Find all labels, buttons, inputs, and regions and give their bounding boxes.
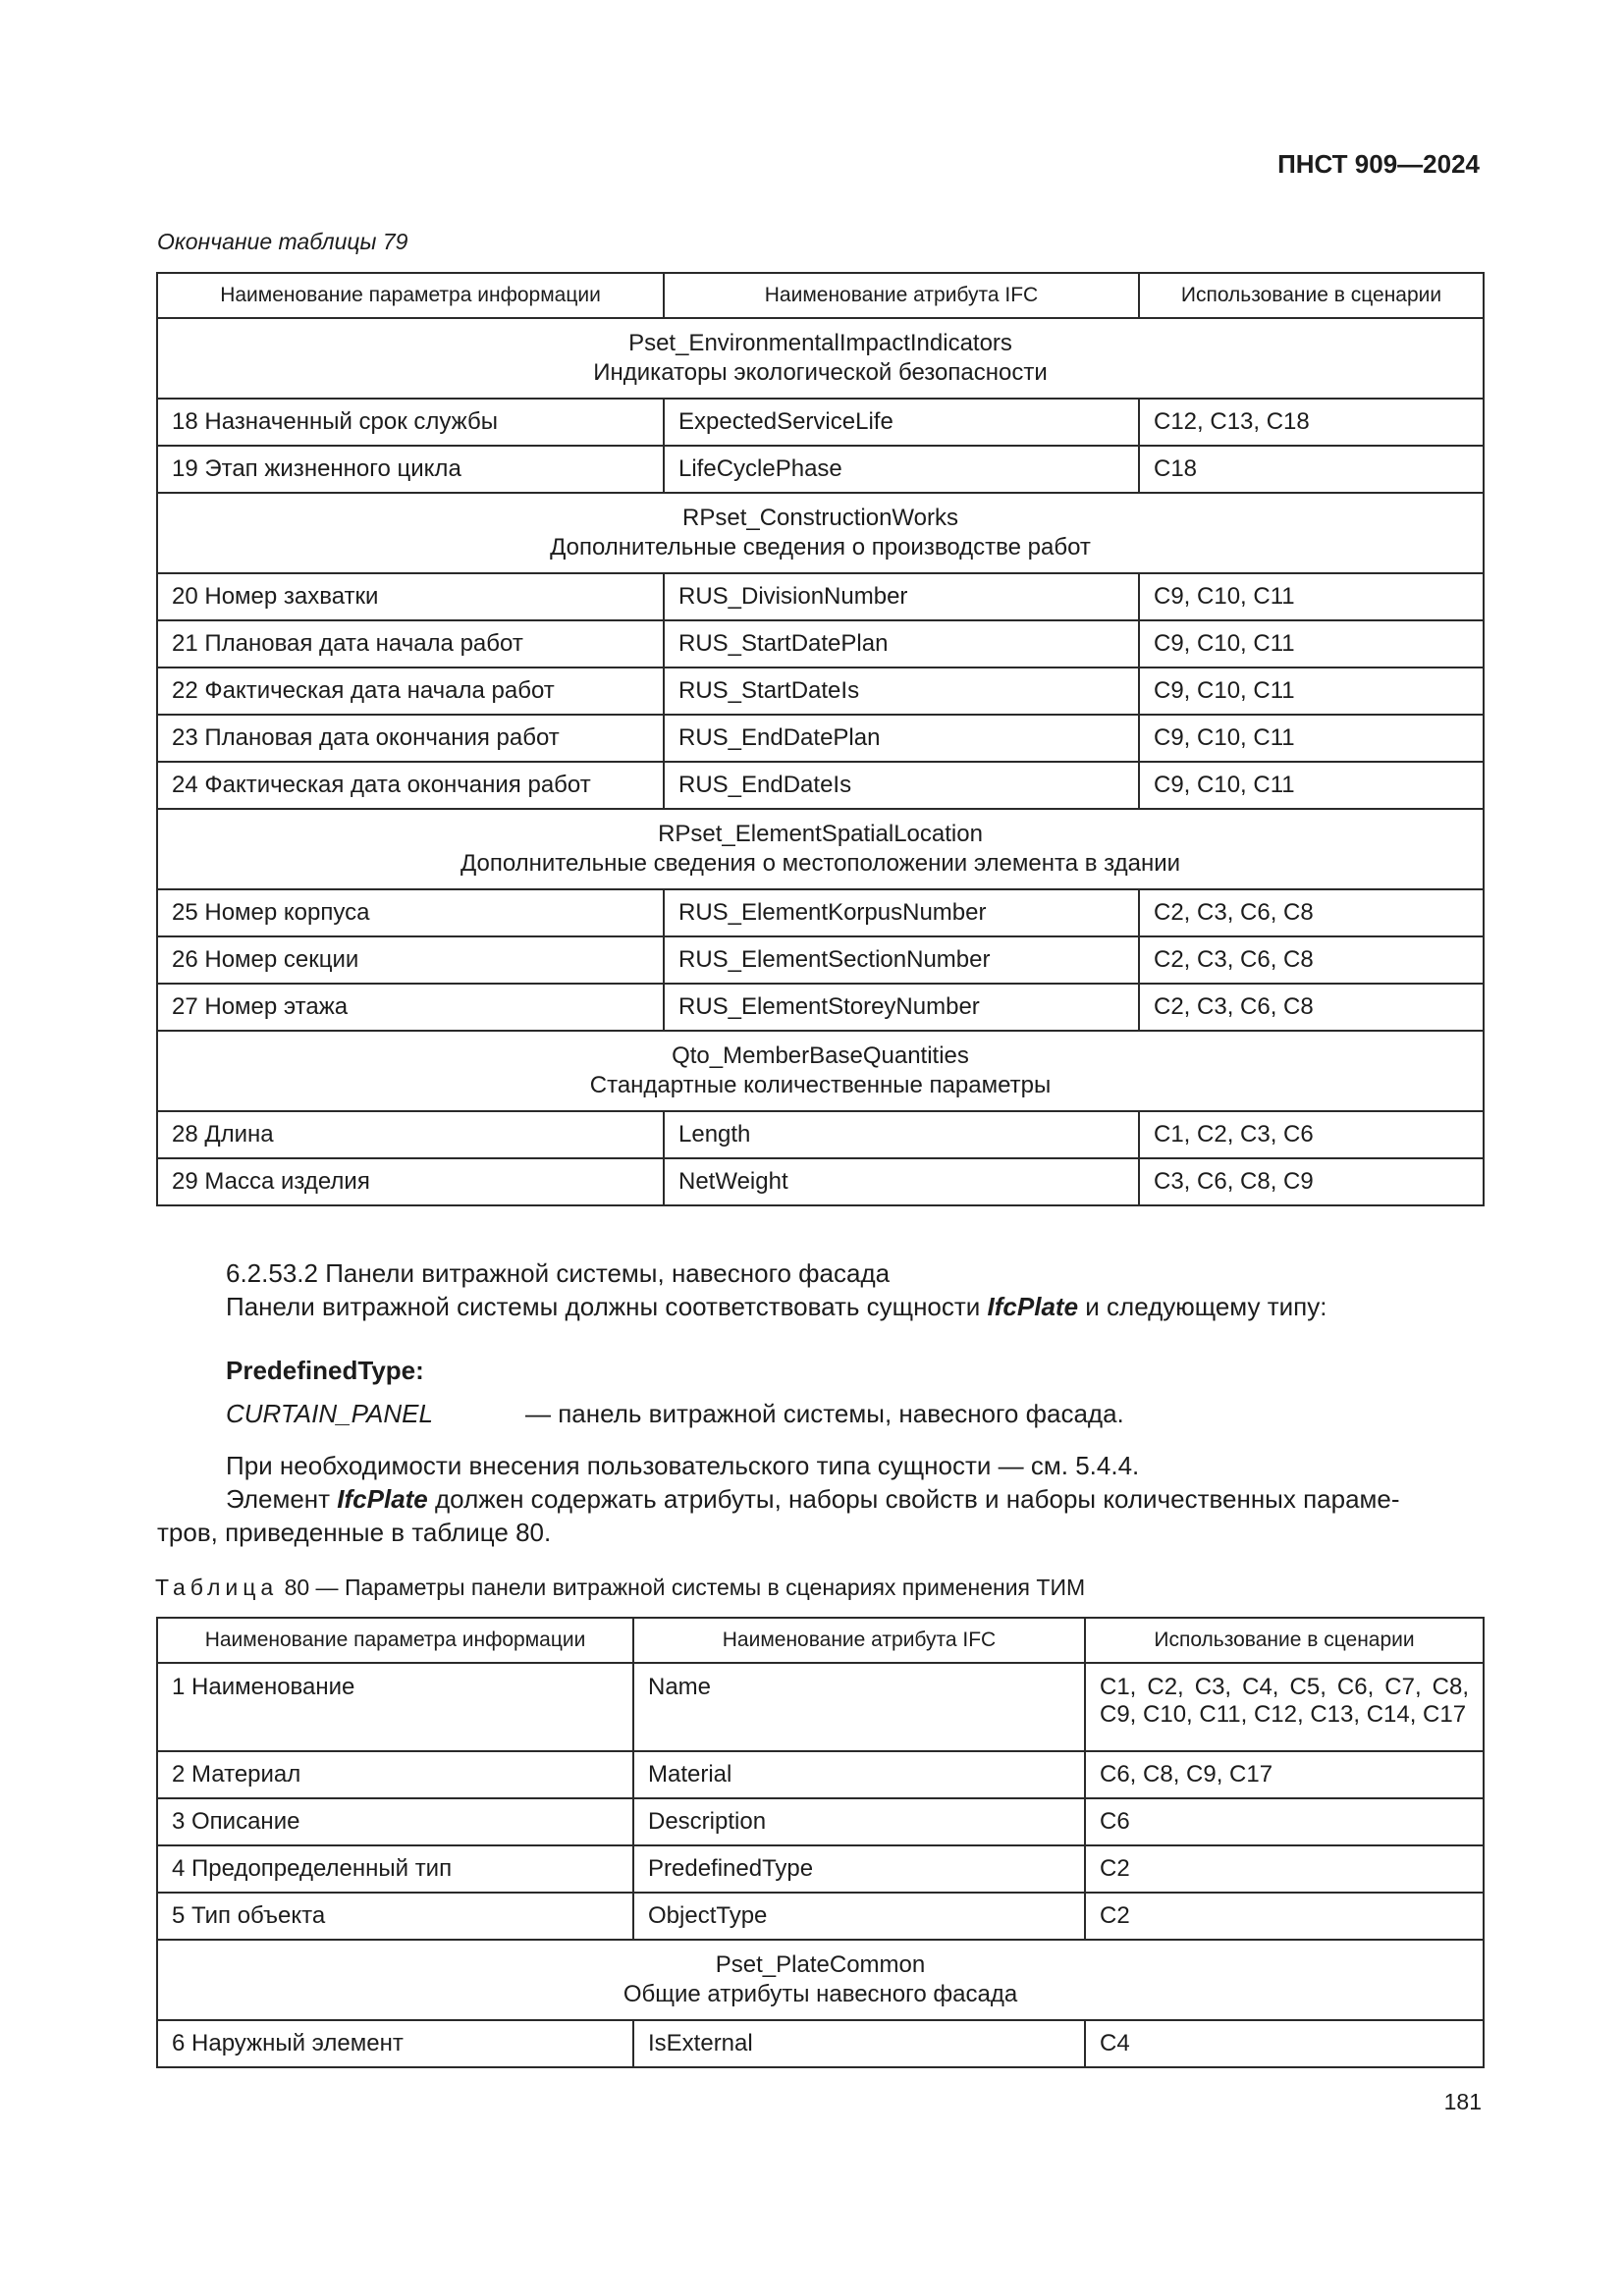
column-header: Использование в сценарии [1139, 273, 1484, 318]
clause-note: При необходимости внесения пользовательского типа сущности — см. 5.4.4. [226, 1451, 1140, 1480]
table-row [157, 762, 1484, 809]
attr-cell: RUS_EndDatePlan [664, 715, 1139, 762]
param-cell: 3 Описание [157, 1798, 633, 1845]
param-cell: 1 Наименование [157, 1663, 633, 1751]
section-name: Qto_MemberBaseQuantities [672, 1042, 969, 1069]
param-cell: 19 Этап жизненного цикла [157, 446, 664, 493]
table-row [157, 620, 1484, 667]
predefined-type-label: PredefinedType: [226, 1356, 424, 1385]
section-row [157, 493, 1484, 573]
param-cell: 26 Номер секции [157, 936, 664, 984]
page-number: 181 [1443, 2089, 1482, 2114]
text-fragment: Панели витражной системы должны соответствовать сущности [226, 1292, 988, 1321]
document-id: ПНСТ 909—2024 [1277, 149, 1480, 179]
use-cell: С9, С10, С11 [1139, 715, 1484, 762]
attr-cell: Name [633, 1663, 1085, 1751]
use-cell: С9, С10, С11 [1139, 667, 1484, 715]
table-header-row [157, 1618, 1484, 1663]
table-row [157, 889, 1484, 936]
param-cell: 24 Фактическая дата окончания работ [157, 762, 664, 809]
section-name: Pset_PlateCommon [715, 1951, 926, 1978]
caption-label: Таблица [155, 1575, 279, 1600]
use-cell: С2, С3, С6, С8 [1139, 936, 1484, 984]
clause-line: тров, приведенные в таблице 80. [157, 1518, 552, 1547]
attr-cell: ObjectType [633, 1893, 1085, 1940]
attr-cell: RUS_DivisionNumber [664, 573, 1139, 620]
use-cell: С3, С6, С8, С9 [1139, 1158, 1484, 1205]
section-row [157, 318, 1484, 399]
table-80 [156, 1617, 1485, 2068]
table-row [157, 1845, 1484, 1893]
attr-cell: LifeCyclePhase [664, 446, 1139, 493]
attr-cell: Length [664, 1111, 1139, 1158]
use-cell: С9, С10, С11 [1139, 762, 1484, 809]
attr-cell: RUS_EndDateIs [664, 762, 1139, 809]
section-row [157, 1031, 1484, 1111]
caption-text: 80 — Параметры панели витражной системы в сценариях применения ТИМ [278, 1575, 1086, 1600]
entity-name: IfcPlate [337, 1484, 428, 1514]
table-continuation-caption: Окончание таблицы 79 [157, 229, 408, 254]
param-cell: 6 Наружный элемент [157, 2020, 633, 2067]
section-name: RPset_ConstructionWorks [682, 505, 958, 531]
param-cell: 23 Плановая дата окончания работ [157, 715, 664, 762]
attr-cell: PredefinedType [633, 1845, 1085, 1893]
clause-text [157, 1256, 1483, 1323]
section-name: Pset_EnvironmentalImpactIndicators [628, 330, 1012, 356]
section-name: RPset_ElementSpatialLocation [658, 821, 983, 847]
clause-line [157, 1482, 1483, 1516]
clause-heading: 6.2.53.2 Панели витражной системы, навесного фасада [226, 1258, 891, 1288]
param-cell: 21 Плановая дата начала работ [157, 620, 664, 667]
param-cell: 2 Материал [157, 1751, 633, 1798]
use-cell: С9, С10, С11 [1139, 620, 1484, 667]
section-description: Дополнительные сведения о местоположении элемента в здании [460, 850, 1181, 877]
section-description: Индикаторы экологической безопасности [593, 359, 1048, 386]
table-80-caption [155, 1575, 1085, 1601]
section-row [157, 1940, 1484, 2020]
table-row [157, 1751, 1484, 1798]
attr-cell: Material [633, 1751, 1085, 1798]
param-cell: 29 Масса изделия [157, 1158, 664, 1205]
column-header: Наименование параметра информации [157, 1618, 633, 1663]
attr-cell: RUS_ElementKorpusNumber [664, 889, 1139, 936]
table-row [157, 446, 1484, 493]
attr-cell: RUS_ElementStoreyNumber [664, 984, 1139, 1031]
use-cell: С2, С3, С6, С8 [1139, 984, 1484, 1031]
param-cell: 20 Номер захватки [157, 573, 664, 620]
use-cell: С6, С8, С9, С17 [1085, 1751, 1484, 1798]
section-cell [157, 809, 1484, 889]
table-row [157, 1893, 1484, 1940]
use-cell: С1, С2, С3, С6 [1139, 1111, 1484, 1158]
text-fragment: и следующему типу: [1078, 1292, 1327, 1321]
section-row [157, 809, 1484, 889]
use-cell: С4 [1085, 2020, 1484, 2067]
use-cell: С2, С3, С6, С8 [1139, 889, 1484, 936]
use-cell: С2 [1085, 1893, 1484, 1940]
param-cell: 22 Фактическая дата начала работ [157, 667, 664, 715]
text-fragment: должен содержать атрибуты, наборы свойств и наборы количественных параме- [427, 1484, 1400, 1514]
section-description: Общие атрибуты навесного фасада [623, 1981, 1018, 2007]
column-header: Использование в сценарии [1085, 1618, 1484, 1663]
section-cell [157, 1940, 1484, 2020]
table-row [157, 1663, 1484, 1751]
param-cell: 25 Номер корпуса [157, 889, 664, 936]
use-cell [1085, 1663, 1484, 1751]
column-header: Наименование атрибута IFC [664, 273, 1139, 318]
clause-line [157, 1290, 1483, 1323]
use-cell: С6 [1085, 1798, 1484, 1845]
param-cell: 18 Назначенный срок службы [157, 399, 664, 446]
entity-name: IfcPlate [987, 1292, 1079, 1321]
param-cell: 27 Номер этажа [157, 984, 664, 1031]
param-cell: 28 Длина [157, 1111, 664, 1158]
column-header: Наименование параметра информации [157, 273, 664, 318]
table-row [157, 715, 1484, 762]
table-row [157, 1158, 1484, 1205]
type-code: CURTAIN_PANEL [226, 1399, 433, 1428]
param-cell: 4 Предопределенный тип [157, 1845, 633, 1893]
use-cell: С12, С13, С18 [1139, 399, 1484, 446]
section-cell [157, 1031, 1484, 1111]
table-row [157, 984, 1484, 1031]
use-cell: С18 [1139, 446, 1484, 493]
section-description: Стандартные количественные параметры [589, 1072, 1052, 1098]
use-cell: С2 [1085, 1845, 1484, 1893]
table-header-row [157, 273, 1484, 318]
column-header: Наименование атрибута IFC [633, 1618, 1085, 1663]
section-cell [157, 493, 1484, 573]
use-line: С9, С10, С11, С12, С13, С14, С17 [1100, 1701, 1467, 1728]
attr-cell: NetWeight [664, 1158, 1139, 1205]
section-cell [157, 318, 1484, 399]
use-cell: С9, С10, С11 [1139, 573, 1484, 620]
table-79 [156, 272, 1485, 1206]
table-row [157, 1798, 1484, 1845]
section-description: Дополнительные сведения о производстве работ [550, 534, 1091, 561]
text-fragment: Элемент [226, 1484, 338, 1514]
attr-cell: RUS_StartDateIs [664, 667, 1139, 715]
attr-cell: RUS_ElementSectionNumber [664, 936, 1139, 984]
table-row [157, 667, 1484, 715]
predefined-type-row [226, 1399, 1124, 1429]
clause-text-continued [157, 1449, 1483, 1549]
type-description: — панель витражной системы, навесного фасада. [525, 1399, 1124, 1428]
param-cell: 5 Тип объекта [157, 1893, 633, 1940]
attr-cell: IsExternal [633, 2020, 1085, 2067]
table-row [157, 399, 1484, 446]
attr-cell: RUS_StartDatePlan [664, 620, 1139, 667]
table-row [157, 936, 1484, 984]
attr-cell: Description [633, 1798, 1085, 1845]
use-line: С1, С2, С3, С4, С5, С6, С7, С8, [1100, 1674, 1469, 1700]
table-row [157, 573, 1484, 620]
table-row [157, 1111, 1484, 1158]
attr-cell: ExpectedServiceLife [664, 399, 1139, 446]
table-row [157, 2020, 1484, 2067]
